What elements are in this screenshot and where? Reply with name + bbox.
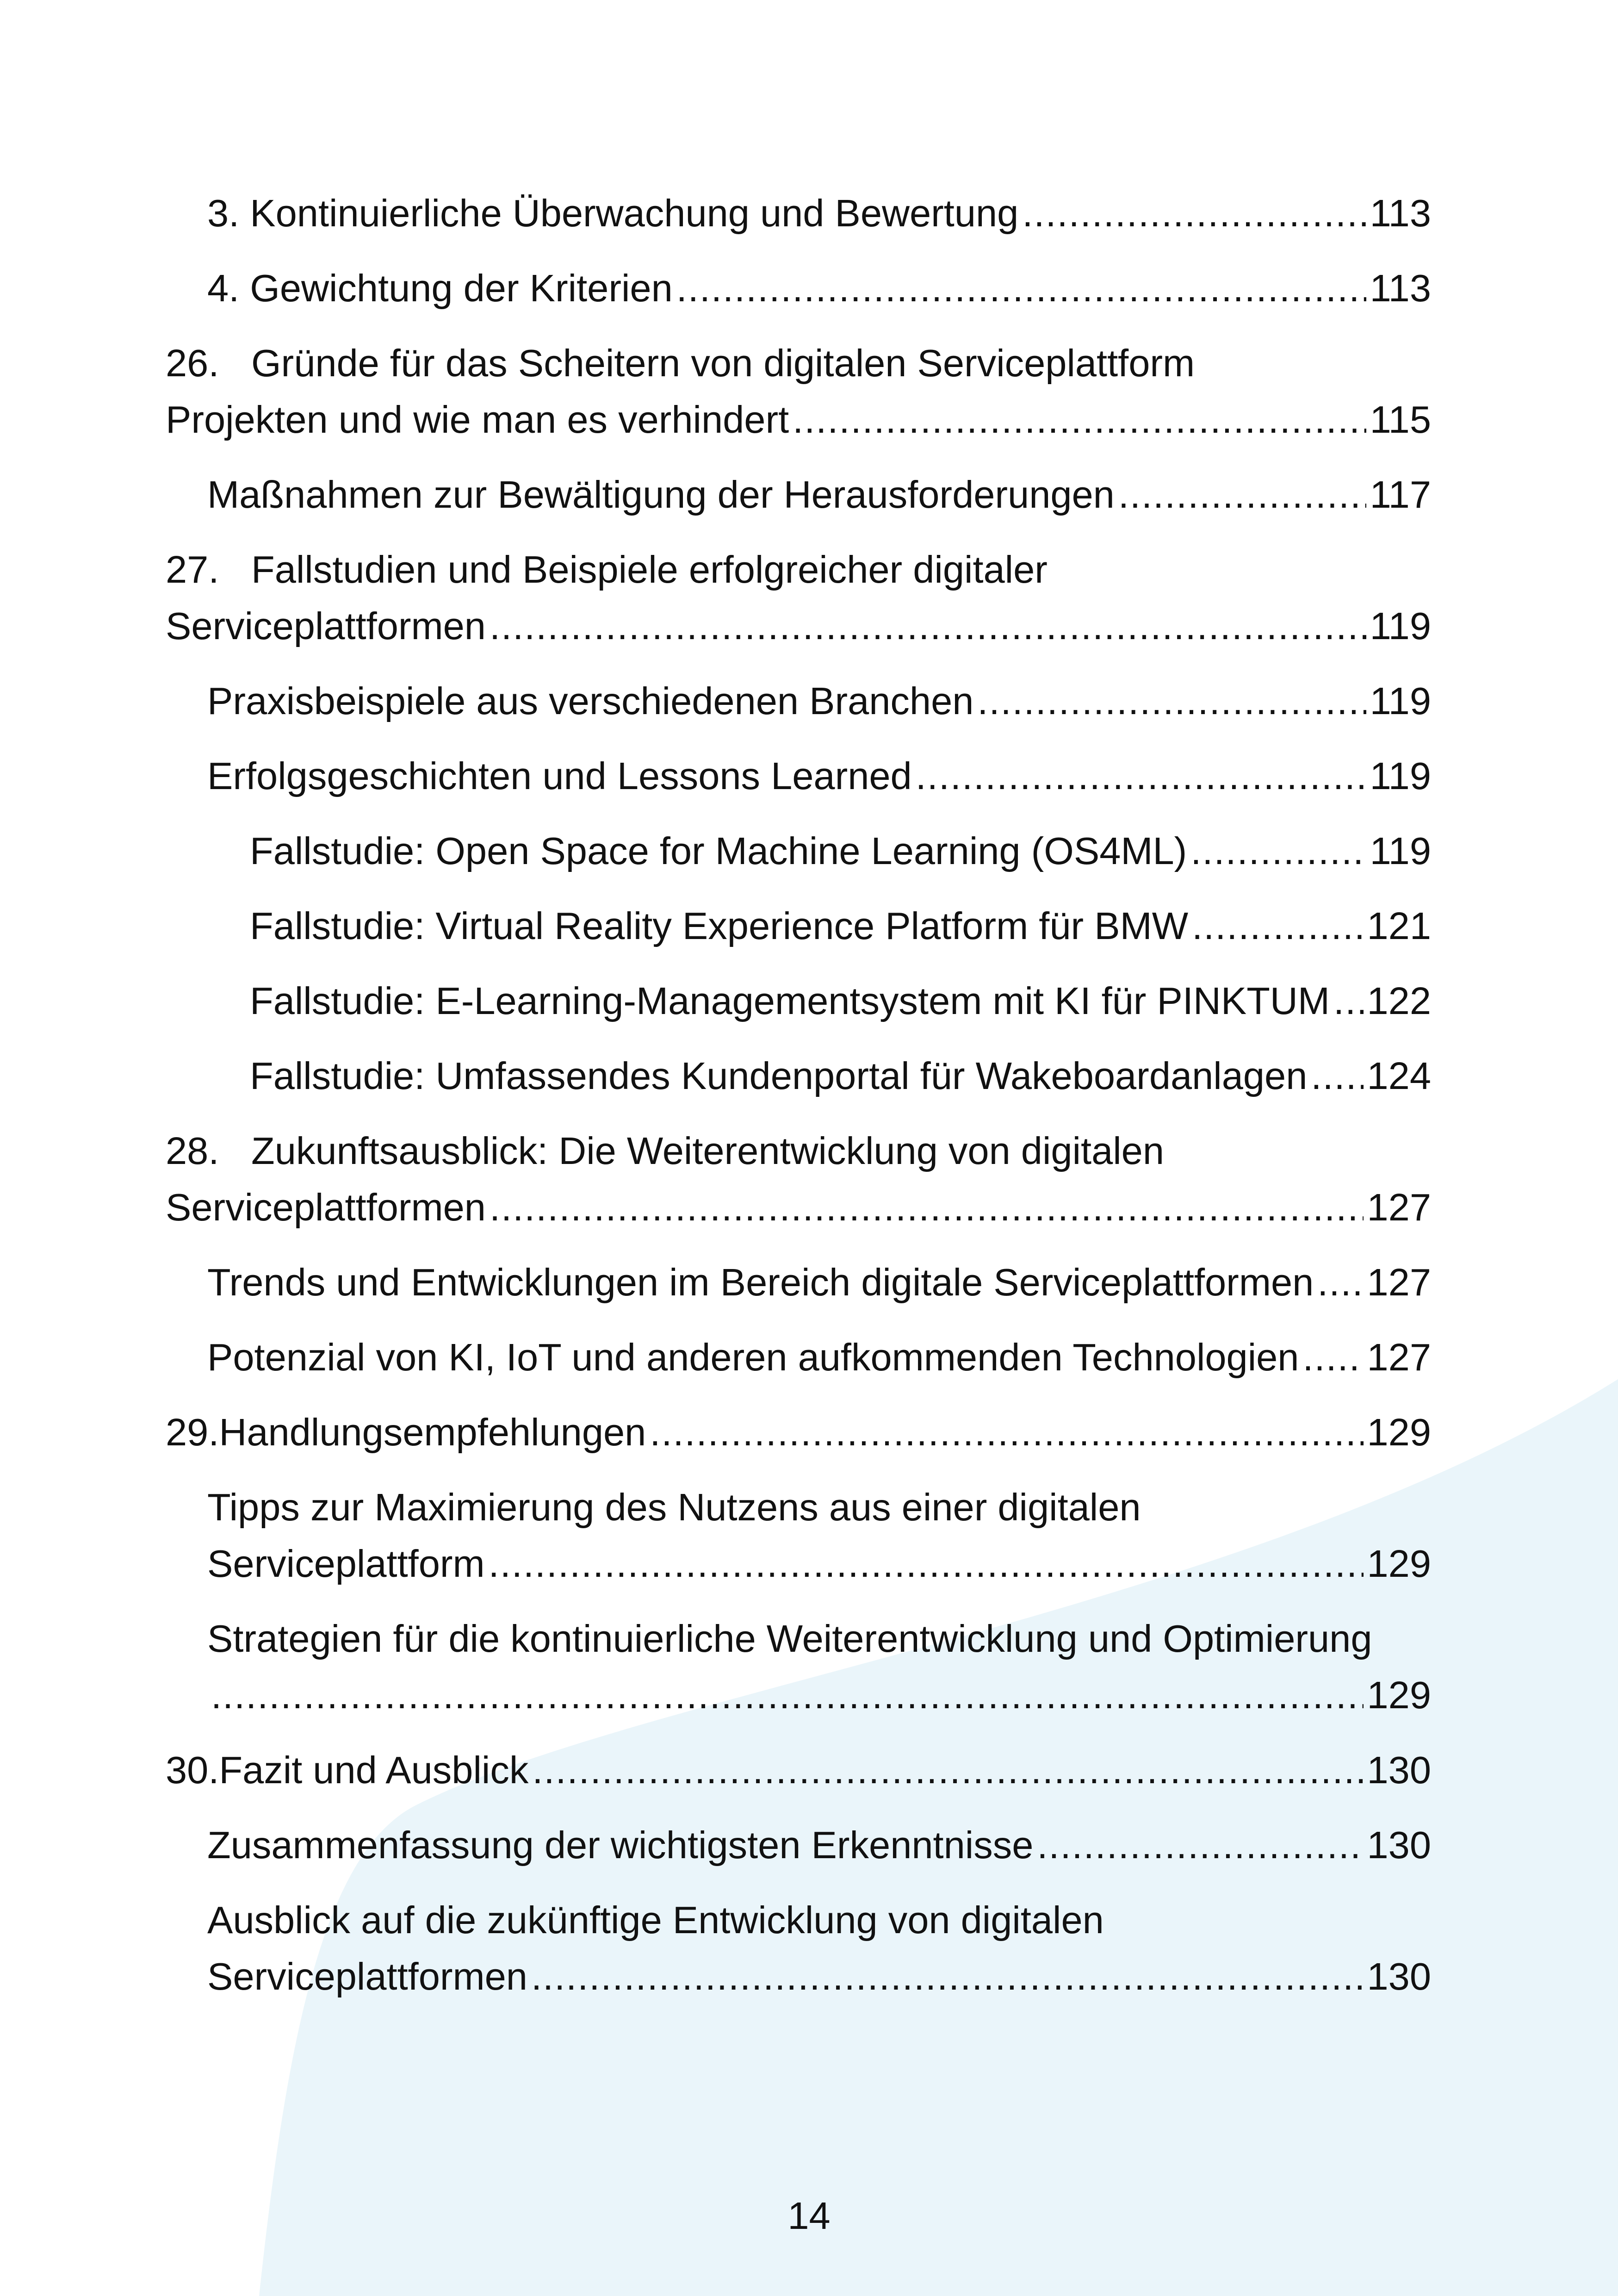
toc-entry-title: Fallstudie: E-Learning-Managementsystem mit KI für PINKTUM (250, 979, 1330, 1022)
dot-leader (1333, 973, 1364, 1029)
toc-entry-title-line1: Ausblick auf die zukünftige Entwicklung von digitalen (207, 1898, 1104, 1941)
toc-entry-title-line2: Serviceplattformen (166, 604, 486, 647)
toc-entry[interactable] (166, 748, 1431, 804)
dot-leader (490, 1179, 1364, 1236)
dot-leader (1118, 467, 1366, 523)
dot-leader (490, 598, 1366, 654)
page-number: 14 (787, 2194, 831, 2237)
dot-leader (211, 1667, 1364, 1724)
toc-entry-title: Zusammenfassung der wichtigsten Erkenntnisse (207, 1823, 1034, 1867)
toc-chapter-29[interactable] (166, 1404, 1431, 1461)
toc-entry-title: Trends und Entwicklungen im Bereich digitale Serviceplattformen (207, 1261, 1314, 1304)
dot-leader (977, 673, 1366, 729)
toc-entry-page: 129 (1367, 1542, 1431, 1585)
toc-entry-page: 113 (1370, 192, 1431, 235)
dot-leader (1192, 898, 1363, 954)
table-of-contents (166, 185, 1431, 2023)
chapter-number: 30. (166, 1748, 219, 1792)
toc-entry-page: 121 (1367, 904, 1431, 947)
dot-leader (1311, 1048, 1363, 1104)
toc-entry-page: 127 (1367, 1261, 1431, 1304)
dot-leader (1037, 1817, 1363, 1873)
dot-leader (1302, 1329, 1363, 1386)
toc-entry[interactable] (166, 973, 1431, 1029)
toc-entry-title: Fallstudie: Virtual Reality Experience Platform für BMW (250, 904, 1189, 947)
toc-entry-page: 119 (1370, 829, 1431, 872)
dot-leader (793, 392, 1366, 448)
toc-entry-title-line2: Serviceplattform (207, 1542, 485, 1585)
toc-entry-title: 4. Gewichtung der Kriterien (207, 267, 673, 310)
toc-chapter-30[interactable] (166, 1742, 1431, 1798)
toc-entry-title-line2: Projekten und wie man es verhindert (166, 398, 789, 441)
toc-entry[interactable] (166, 260, 1431, 317)
toc-entry-page: 129 (1367, 1411, 1431, 1454)
toc-entry[interactable] (166, 185, 1431, 242)
toc-entry-page: 130 (1367, 1955, 1431, 1998)
toc-entry-title: Fallstudie: Open Space for Machine Learning (OS4ML) (250, 829, 1187, 872)
toc-entry-page: 115 (1370, 398, 1431, 441)
toc-entry-page: 113 (1370, 267, 1431, 310)
dot-leader (531, 1948, 1364, 2005)
dot-leader (1190, 823, 1366, 879)
chapter-number: 29. (166, 1411, 219, 1454)
toc-entry-title: 3. Kontinuierliche Überwachung und Bewertung (207, 192, 1019, 235)
toc-entry-title: Maßnahmen zur Bewältigung der Herausforderungen (207, 473, 1115, 516)
chapter-number: 27. (166, 548, 219, 591)
toc-entry-title-line1: Fallstudien und Beispiele erfolgreicher digitaler (251, 548, 1048, 591)
dot-leader (489, 1536, 1364, 1592)
toc-chapter-28[interactable] (166, 1123, 1431, 1236)
toc-entry-title: Potenzial von KI, IoT und anderen aufkommenden Technologien (207, 1336, 1299, 1379)
dot-leader (532, 1742, 1363, 1798)
toc-entry-page: 119 (1370, 754, 1431, 797)
toc-entry[interactable] (166, 1254, 1431, 1311)
toc-entry-title: Handlungsempfehlungen (219, 1411, 646, 1454)
toc-entry-title: Praxisbeispiele aus verschiedenen Branchen (207, 679, 974, 722)
toc-entry[interactable] (166, 1611, 1431, 1724)
toc-entry-title-line1: Zukunftsausblick: Die Weiterentwicklung von digitalen (251, 1129, 1164, 1172)
toc-entry-page: 127 (1367, 1336, 1431, 1379)
dot-leader (1317, 1254, 1363, 1311)
toc-chapter-27[interactable] (166, 541, 1431, 654)
toc-entry[interactable] (166, 898, 1431, 954)
toc-entry-page: 127 (1367, 1186, 1431, 1229)
toc-entry-page: 124 (1367, 1054, 1431, 1097)
dot-leader (916, 748, 1366, 804)
toc-entry-title-line2: Serviceplattformen (166, 1186, 486, 1229)
toc-entry-title: Fazit und Ausblick (219, 1748, 529, 1792)
dot-leader (650, 1404, 1363, 1461)
toc-entry-title-line2: Serviceplattformen (207, 1955, 527, 1998)
toc-entry[interactable] (166, 1048, 1431, 1104)
toc-entry[interactable] (166, 1329, 1431, 1386)
toc-entry-title-line1: Strategien für die kontinuierliche Weiterentwicklung und Optimierung (207, 1617, 1372, 1660)
toc-entry-page: 130 (1367, 1748, 1431, 1792)
toc-entry-page: 119 (1370, 604, 1431, 647)
toc-entry-page: 117 (1370, 473, 1431, 516)
toc-entry[interactable] (166, 673, 1431, 729)
toc-entry-page: 122 (1367, 979, 1431, 1022)
dot-leader (676, 260, 1366, 317)
toc-entry[interactable] (166, 1817, 1431, 1873)
toc-entry-title-line1: Gründe für das Scheitern von digitalen Serviceplattform (251, 342, 1195, 385)
chapter-number: 28. (166, 1129, 219, 1172)
toc-entry-page: 119 (1370, 679, 1431, 722)
toc-chapter-26[interactable] (166, 335, 1431, 448)
toc-entry[interactable] (166, 823, 1431, 879)
toc-entry-title-line1: Tipps zur Maximierung des Nutzens aus einer digitalen (207, 1486, 1141, 1529)
toc-entry[interactable] (166, 1479, 1431, 1592)
dot-leader (1022, 185, 1366, 242)
toc-entry-title: Fallstudie: Umfassendes Kundenportal für Wakeboardanlagen (250, 1054, 1308, 1097)
toc-entry[interactable] (166, 1892, 1431, 2005)
toc-entry-page: 130 (1367, 1823, 1431, 1867)
toc-entry-page: 129 (1367, 1674, 1431, 1717)
chapter-number: 26. (166, 342, 219, 385)
toc-entry[interactable] (166, 467, 1431, 523)
toc-entry-title: Erfolgsgeschichten und Lessons Learned (207, 754, 912, 797)
